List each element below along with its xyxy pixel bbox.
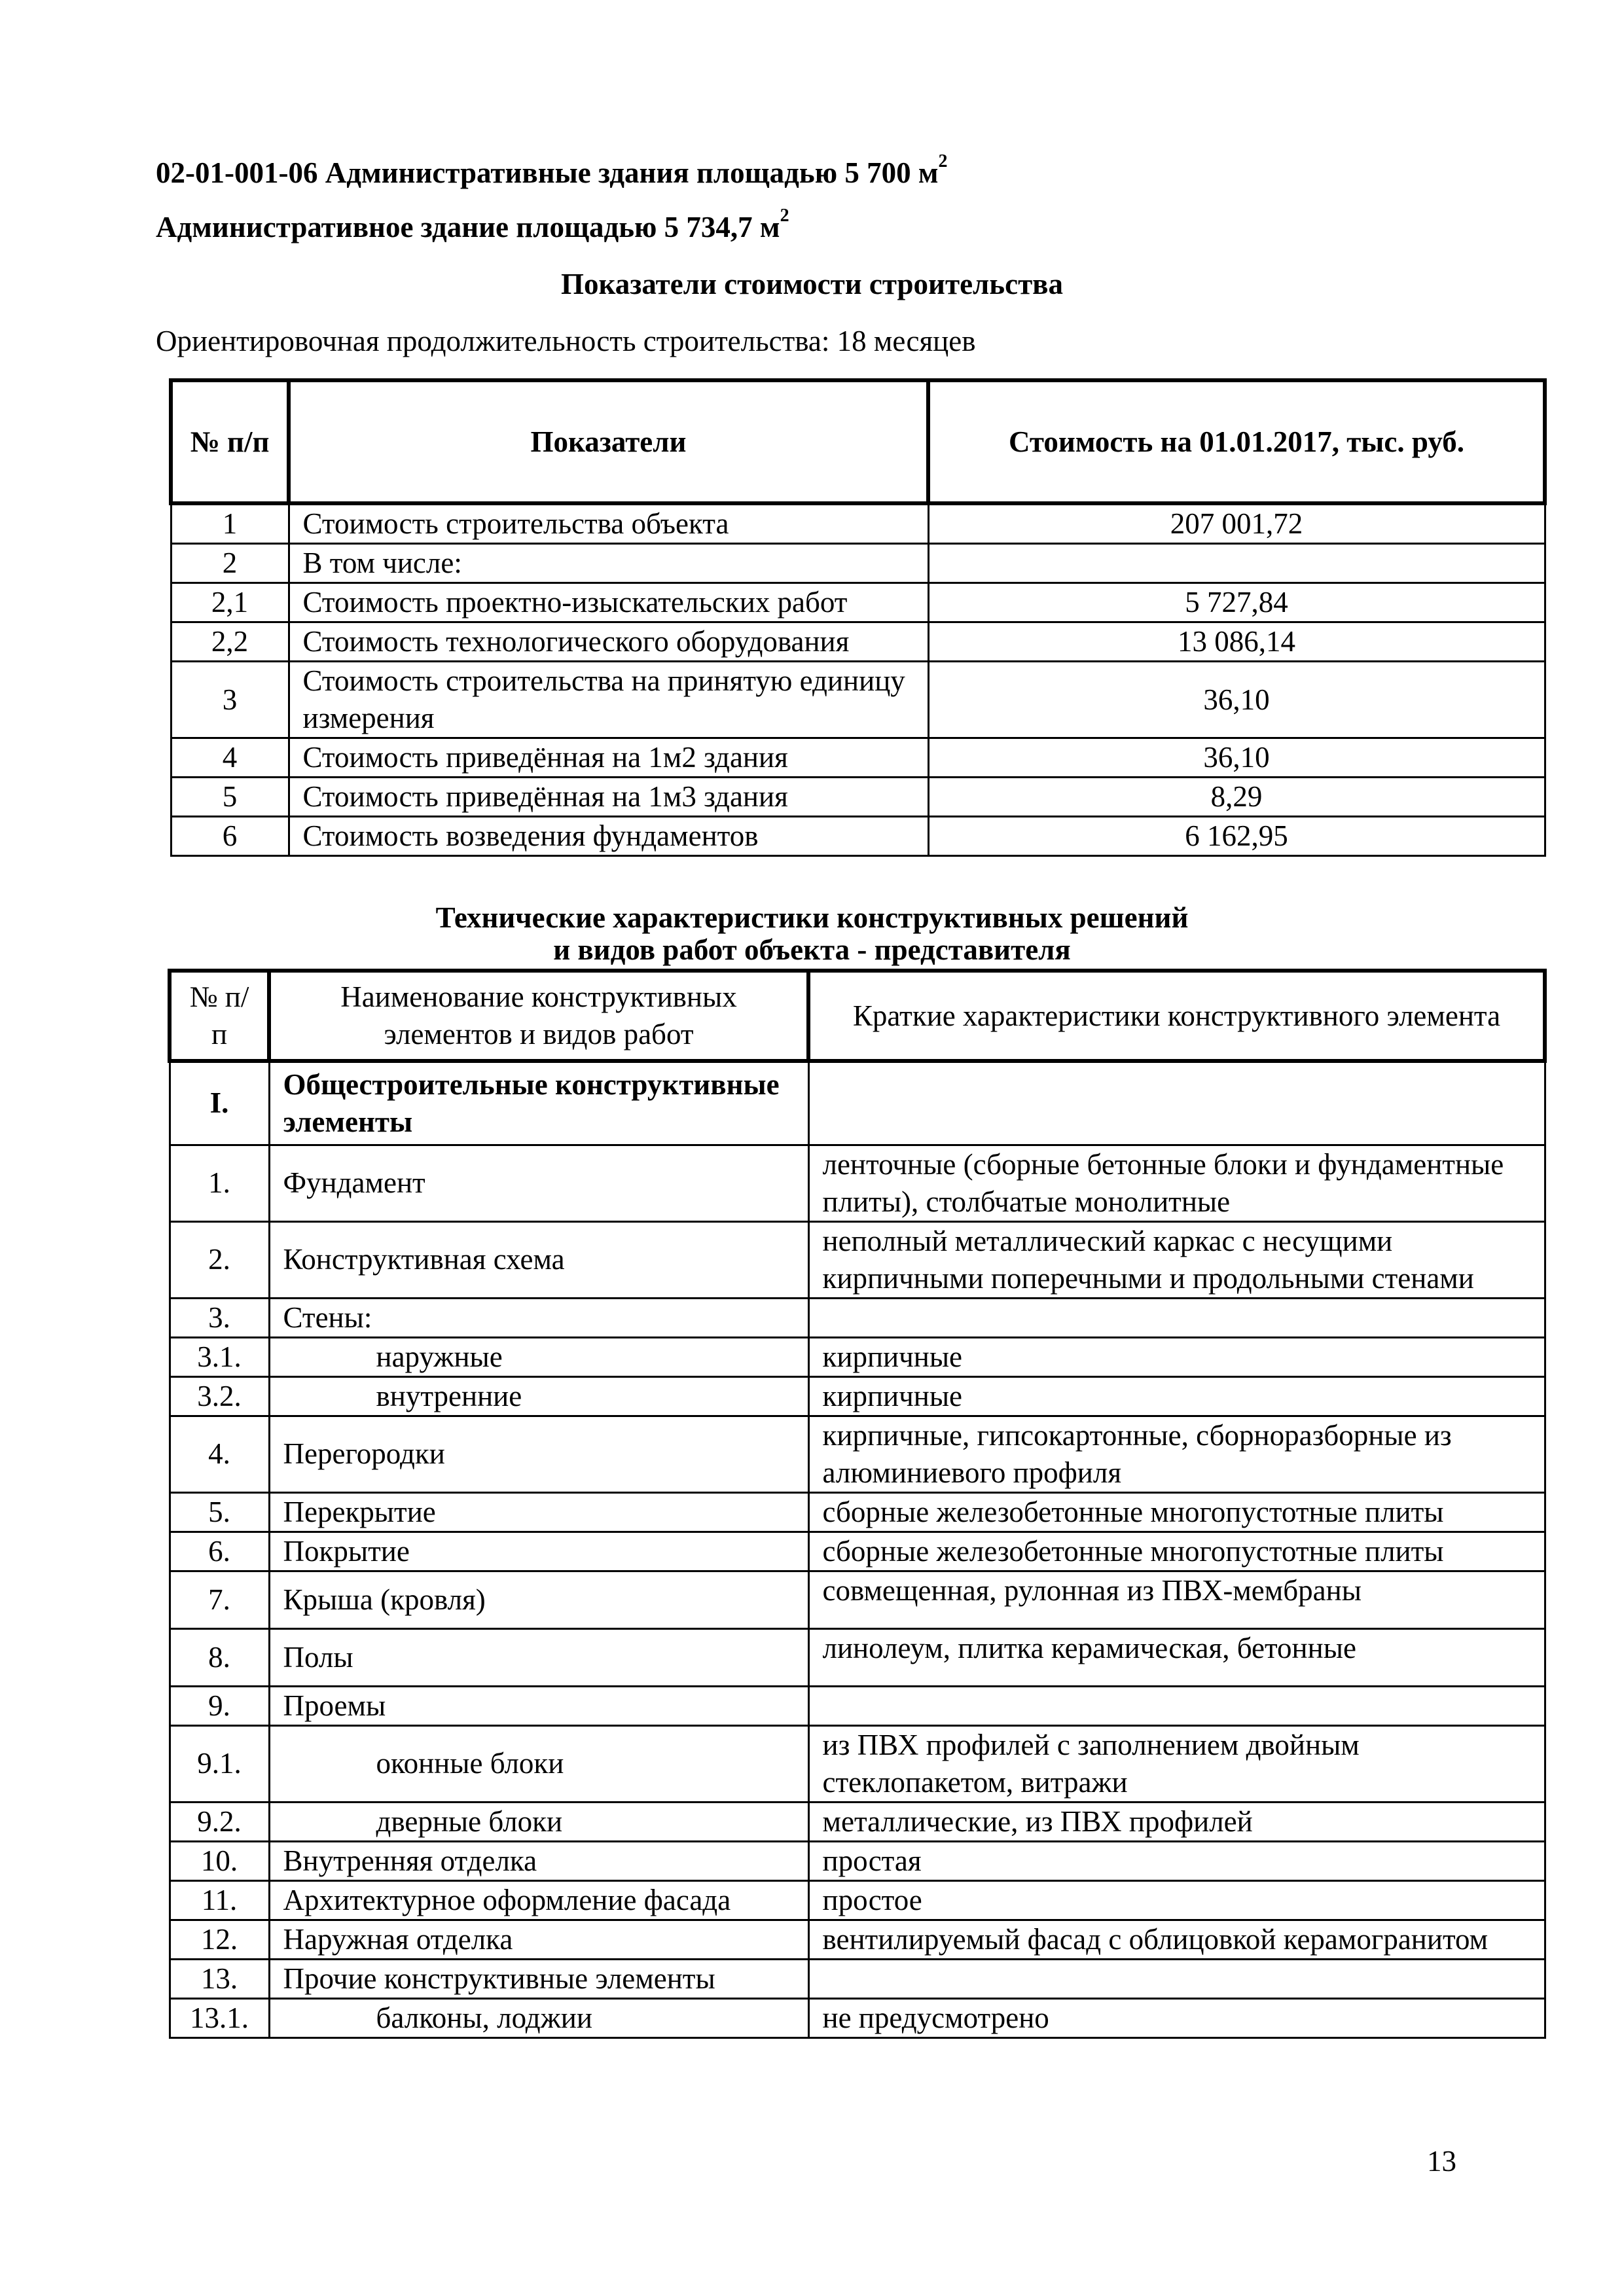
row-name: Внутренняя отделка <box>269 1841 808 1880</box>
row-num: 2,2 <box>171 622 289 662</box>
row-num: 6 <box>171 817 289 856</box>
row-value <box>928 544 1545 583</box>
row-value: 207 001,72 <box>928 503 1545 544</box>
row-desc: совмещенная, рулонная из ПВХ-мембраны <box>808 1571 1545 1628</box>
row-desc <box>808 1061 1545 1145</box>
header-num: № п/п <box>171 380 289 503</box>
row-name: Фундамент <box>269 1145 808 1221</box>
row-name: дверные блоки <box>269 1802 808 1841</box>
row-desc: из ПВХ профилей с заполнением двойным стеклопакетом, витражи <box>808 1725 1545 1802</box>
table-row <box>171 503 1545 544</box>
row-num: 6. <box>170 1532 269 1571</box>
row-name: Архитектурное оформление фасада <box>269 1880 808 1920</box>
row-name: внутренние <box>269 1376 808 1416</box>
row-name: Стоимость возведения фундаментов <box>289 817 928 856</box>
code-title-sup: 2 <box>938 151 948 171</box>
row-name: Конструктивная схема <box>269 1221 808 1298</box>
row-desc <box>808 1959 1545 1998</box>
row-name: Стены: <box>269 1298 808 1337</box>
table-row <box>171 817 1545 856</box>
row-num: 9.2. <box>170 1802 269 1841</box>
row-name: Крыша (кровля) <box>269 1571 808 1628</box>
table-row <box>170 1571 1545 1628</box>
row-name: В том числе: <box>289 544 928 583</box>
header-element: Наименование конструктивных элементов и видов работ <box>269 971 808 1061</box>
row-num: 13. <box>170 1959 269 1998</box>
object-title-sup: 2 <box>780 206 789 226</box>
row-desc: вентилируемый фасад с облицовкой керамогранитом <box>808 1920 1545 1959</box>
row-name: Стоимость приведённая на 1м3 здания <box>289 778 928 817</box>
row-value: 36,10 <box>928 662 1545 738</box>
row-num: 7. <box>170 1571 269 1628</box>
row-num: 2 <box>171 544 289 583</box>
row-num: 3 <box>171 662 289 738</box>
row-num: 11. <box>170 1880 269 1920</box>
row-num: 3.1. <box>170 1337 269 1376</box>
row-desc: сборные железобетонные многопустотные плиты <box>808 1532 1545 1571</box>
object-title-text: Административное здание площадью 5 734,7 м <box>156 211 780 243</box>
tech-table <box>168 969 1547 2039</box>
row-num: 3. <box>170 1298 269 1337</box>
tech-title-line2: и видов работ объекта - представителя <box>553 933 1071 966</box>
table-row <box>170 1532 1545 1571</box>
table-row <box>170 1725 1545 1802</box>
row-num: 2. <box>170 1221 269 1298</box>
table-row <box>170 1416 1545 1492</box>
object-title <box>156 206 789 244</box>
section-title: Показатели стоимости строительства <box>561 268 1063 300</box>
row-name: Стоимость строительства объекта <box>289 503 928 544</box>
row-desc: линолеум, плитка керамическая, бетонные <box>808 1628 1545 1686</box>
table-row <box>170 1061 1545 1145</box>
row-num: 3.2. <box>170 1376 269 1416</box>
header-cost: Стоимость на 01.01.2017, тыс. руб. <box>928 380 1545 503</box>
row-value: 8,29 <box>928 778 1545 817</box>
row-num: I. <box>170 1061 269 1145</box>
table-row <box>170 1802 1545 1841</box>
table-row <box>170 1298 1545 1337</box>
row-desc <box>808 1686 1545 1725</box>
table-row <box>170 1880 1545 1920</box>
row-num: 4 <box>171 738 289 778</box>
header-characteristics: Краткие характеристики конструктивного элемента <box>808 971 1545 1061</box>
row-desc: кирпичные, гипсокартонные, сборноразборные из алюминиевого профиля <box>808 1416 1545 1492</box>
tech-title-line1: Технические характеристики конструктивных решений <box>435 901 1189 934</box>
header-indicator: Показатели <box>289 380 928 503</box>
table-row <box>171 662 1545 738</box>
row-desc: кирпичные <box>808 1337 1545 1376</box>
row-num: 10. <box>170 1841 269 1880</box>
table-row <box>170 1841 1545 1880</box>
row-desc: простое <box>808 1880 1545 1920</box>
row-value: 5 727,84 <box>928 583 1545 622</box>
tech-table-header <box>170 971 1545 1061</box>
row-value: 13 086,14 <box>928 622 1545 662</box>
row-name: Покрытие <box>269 1532 808 1571</box>
cost-table <box>169 378 1547 857</box>
table-row <box>171 544 1545 583</box>
table-row <box>170 1628 1545 1686</box>
row-value: 36,10 <box>928 738 1545 778</box>
row-desc: сборные железобетонные многопустотные плиты <box>808 1492 1545 1532</box>
page-number: 13 <box>1427 2145 1456 2178</box>
row-name: наружные <box>269 1337 808 1376</box>
row-desc: кирпичные <box>808 1376 1545 1416</box>
row-name: Проемы <box>269 1686 808 1725</box>
row-num: 8. <box>170 1628 269 1686</box>
table-row <box>170 1998 1545 2037</box>
row-num: 1. <box>170 1145 269 1221</box>
table-row <box>171 738 1545 778</box>
row-value: 6 162,95 <box>928 817 1545 856</box>
row-name: Полы <box>269 1628 808 1686</box>
row-name: Перекрытие <box>269 1492 808 1532</box>
row-name: Перегородки <box>269 1416 808 1492</box>
table-row <box>170 1920 1545 1959</box>
table-row <box>170 1492 1545 1532</box>
row-name: Стоимость технологического оборудования <box>289 622 928 662</box>
row-name: Прочие конструктивные элементы <box>269 1959 808 1998</box>
tech-section-title <box>0 902 1624 965</box>
table-row <box>170 1145 1545 1221</box>
row-name: Стоимость приведённая на 1м2 здания <box>289 738 928 778</box>
row-num: 13.1. <box>170 1998 269 2037</box>
table-row <box>171 583 1545 622</box>
row-name: Стоимость проектно-изыскательских работ <box>289 583 928 622</box>
cost-table-header <box>171 380 1545 503</box>
row-num: 12. <box>170 1920 269 1959</box>
row-num: 5. <box>170 1492 269 1532</box>
code-title-text: 02-01-001-06 Административные здания площадью 5 700 м <box>156 156 939 189</box>
row-num: 2,1 <box>171 583 289 622</box>
header-num: № п/п <box>170 971 269 1061</box>
construction-duration: Ориентировочная продолжительность строительства: 18 месяцев <box>156 325 976 357</box>
row-desc: металлические, из ПВХ профилей <box>808 1802 1545 1841</box>
row-num: 5 <box>171 778 289 817</box>
row-num: 1 <box>171 503 289 544</box>
table-row <box>171 622 1545 662</box>
code-title <box>156 151 948 190</box>
row-num: 9. <box>170 1686 269 1725</box>
row-desc <box>808 1298 1545 1337</box>
table-row <box>171 778 1545 817</box>
row-name: оконные блоки <box>269 1725 808 1802</box>
row-name: Общестроительные конструктивные элементы <box>269 1061 808 1145</box>
row-desc: неполный металлический каркас с несущими кирпичными поперечными и продольными стенами <box>808 1221 1545 1298</box>
table-row <box>170 1221 1545 1298</box>
table-row <box>170 1376 1545 1416</box>
row-num: 9.1. <box>170 1725 269 1802</box>
row-name: Наружная отделка <box>269 1920 808 1959</box>
row-name: балконы, лоджии <box>269 1998 808 2037</box>
row-name: Стоимость строительства на принятую единицу измерения <box>289 662 928 738</box>
row-desc: не предусмотрено <box>808 1998 1545 2037</box>
row-desc: простая <box>808 1841 1545 1880</box>
row-desc: ленточные (сборные бетонные блоки и фундаментные плиты), столбчатые монолитные <box>808 1145 1545 1221</box>
table-row <box>170 1959 1545 1998</box>
row-num: 4. <box>170 1416 269 1492</box>
table-row <box>170 1337 1545 1376</box>
table-row <box>170 1686 1545 1725</box>
